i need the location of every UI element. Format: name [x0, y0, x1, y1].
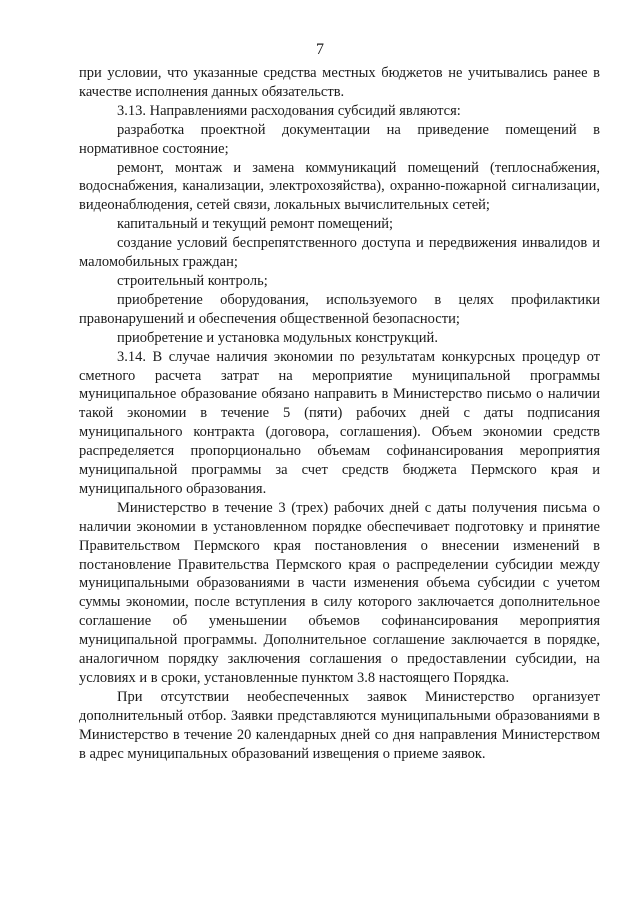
paragraph-accessibility: создание условий беспрепятственного доступа и передвижения инвалидов и маломобильных граждан;: [79, 235, 600, 271]
paragraph-3-14-savings: 3.14. В случае наличия экономии по результатам конкурсных процедур от сметного расчета затрат на мероприятие муниципальной программы муниципальное образование обязано направить в Министерство письмо о наличии такой экономии в течение 5 (пяти) рабочих дней с даты подписания муниципального контракта (договора, соглашения). Объем экономии средств распределяется пропорционально объемам софинансирования мероприятия муниципальной программы за счет средств бюджета Пермского края и муниципального образования.: [79, 348, 600, 497]
paragraph-additional-selection: При отсутствии необеспеченных заявок Министерство организует дополнительный отбор. Заявки представляются муниципальными образованиями в Министерство в течение 20 календарных дней со дня направления Министерством в адрес муниципальных образований извещения о приеме заявок.: [79, 688, 600, 762]
paragraph-3-13-heading: 3.13. Направлениями расходования субсидий являются:: [117, 102, 461, 119]
paragraph-modular-structures: приобретение и установка модульных конструкций.: [117, 329, 438, 346]
paragraph-construction-control: строительный контроль;: [117, 272, 268, 289]
paragraph-continuation: при условии, что указанные средства местных бюджетов не учитывались ранее в качестве исполнения данных обязательств.: [79, 65, 600, 100]
paragraph-ministry-procedure: Министерство в течение 3 (трех) рабочих дней с даты получения письма о наличии экономии в установленном порядке обеспечивает подготовку и принятие Правительством Пермского края постановления о внесении изменений в постановление Правительства Пермского края о распределении субсидии между муниципальными образованиями в части изменения объема субсидии с учетом суммы экономии, после вступления в силу которого заключается дополнительное соглашение об уменьшении объемов софинансирования мероприятия муниципальной программы. Дополнительное соглашение заключается в порядке, аналогичном порядку заключения соглашения о предоставлении субсидии, на условиях и в сроки, установленные пунктом 3.8 настоящего Порядка.: [79, 499, 600, 686]
paragraph-communications-repair: ремонт, монтаж и замена коммуникаций помещений (теплоснабжения, водоснабжения, канализации, электрохозяйства), охранно-пожарной сигнализации, видеонаблюдения, сетей связи, локальных вычислительных сетей;: [79, 159, 600, 214]
paragraph-equipment-purchase: приобретение оборудования, используемого в целях профилактики правонарушений и обеспечения общественной безопасности;: [79, 291, 600, 327]
page-number: 7: [316, 41, 324, 58]
document-body: [79, 64, 600, 764]
paragraph-capital-repair: капитальный и текущий ремонт помещений;: [117, 216, 394, 233]
paragraph-design-documentation: разработка проектной документации на приведение помещений в нормативное состояние;: [79, 121, 600, 157]
